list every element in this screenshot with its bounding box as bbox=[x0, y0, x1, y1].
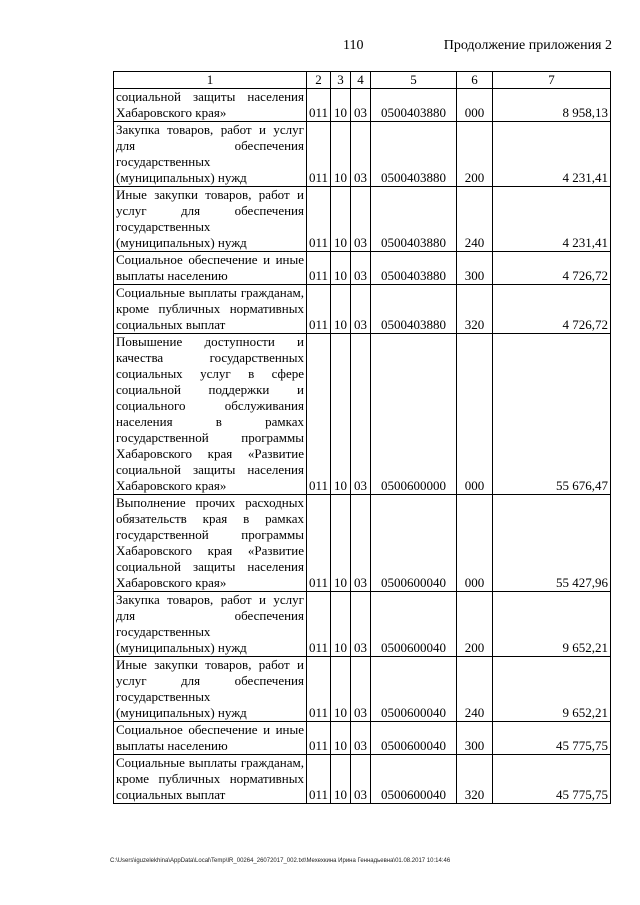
header-row bbox=[114, 72, 611, 89]
row-code-3: 10 bbox=[331, 122, 351, 187]
row-description: Иные закупки товаров, работ и услуг для обеспечения государственных (муниципальных) нужд bbox=[114, 187, 307, 252]
header-cell: 1 bbox=[114, 72, 307, 89]
row-code-2: 011 bbox=[307, 722, 331, 755]
row-code-3: 10 bbox=[331, 334, 351, 495]
row-expense-type: 300 bbox=[457, 252, 493, 285]
row-code-3: 10 bbox=[331, 755, 351, 804]
row-code-3: 10 bbox=[331, 187, 351, 252]
row-code-4: 03 bbox=[351, 285, 371, 334]
table-row bbox=[114, 334, 611, 495]
row-code-3: 10 bbox=[331, 657, 351, 722]
row-expense-type: 320 bbox=[457, 285, 493, 334]
row-amount: 4 726,72 bbox=[493, 252, 611, 285]
row-expense-type: 200 bbox=[457, 592, 493, 657]
row-code-3: 10 bbox=[331, 285, 351, 334]
row-expense-type: 000 bbox=[457, 334, 493, 495]
row-expense-type: 320 bbox=[457, 755, 493, 804]
row-expense-type: 000 bbox=[457, 89, 493, 122]
table-row bbox=[114, 592, 611, 657]
row-code-2: 011 bbox=[307, 89, 331, 122]
row-amount: 55 676,47 bbox=[493, 334, 611, 495]
table-row bbox=[114, 187, 611, 252]
row-expense-type: 240 bbox=[457, 187, 493, 252]
header-cell: 6 bbox=[457, 72, 493, 89]
row-description: Закупка товаров, работ и услуг для обеспечения государственных (муниципальных) нужд bbox=[114, 122, 307, 187]
row-description: Закупка товаров, работ и услуг для обеспечения государственных (муниципальных) нужд bbox=[114, 592, 307, 657]
row-code-4: 03 bbox=[351, 252, 371, 285]
row-code-4: 03 bbox=[351, 755, 371, 804]
page-number: 110 bbox=[343, 38, 364, 53]
row-code-2: 011 bbox=[307, 495, 331, 592]
row-code-4: 03 bbox=[351, 495, 371, 592]
continuation-label: Продолжение приложения 2 bbox=[443, 38, 612, 53]
row-description: Социальное обеспечение и иные выплаты населению bbox=[114, 252, 307, 285]
row-description: социальной защиты населения Хабаровского края» bbox=[114, 89, 307, 122]
row-target-code: 0500403880 bbox=[371, 285, 457, 334]
table-row bbox=[114, 755, 611, 804]
row-code-2: 011 bbox=[307, 285, 331, 334]
row-code-2: 011 bbox=[307, 592, 331, 657]
row-amount: 4 726,72 bbox=[493, 285, 611, 334]
table-row bbox=[114, 657, 611, 722]
table-row bbox=[114, 252, 611, 285]
row-expense-type: 000 bbox=[457, 495, 493, 592]
row-code-4: 03 bbox=[351, 592, 371, 657]
row-expense-type: 200 bbox=[457, 122, 493, 187]
table-row bbox=[114, 122, 611, 187]
row-code-4: 03 bbox=[351, 187, 371, 252]
row-target-code: 0500403880 bbox=[371, 187, 457, 252]
row-expense-type: 240 bbox=[457, 657, 493, 722]
row-target-code: 0500403880 bbox=[371, 122, 457, 187]
row-code-3: 10 bbox=[331, 252, 351, 285]
row-code-4: 03 bbox=[351, 722, 371, 755]
header-cell: 3 bbox=[331, 72, 351, 89]
row-code-2: 011 bbox=[307, 122, 331, 187]
row-code-4: 03 bbox=[351, 122, 371, 187]
row-code-4: 03 bbox=[351, 334, 371, 495]
row-target-code: 0500403880 bbox=[371, 89, 457, 122]
row-code-2: 011 bbox=[307, 755, 331, 804]
row-target-code: 0500600040 bbox=[371, 755, 457, 804]
row-expense-type: 300 bbox=[457, 722, 493, 755]
row-code-4: 03 bbox=[351, 89, 371, 122]
row-description: Социальные выплаты гражданам, кроме публичных нормативных социальных выплат bbox=[114, 285, 307, 334]
row-amount: 8 958,13 bbox=[493, 89, 611, 122]
table-row bbox=[114, 495, 611, 592]
table-row bbox=[114, 722, 611, 755]
row-target-code: 0500403880 bbox=[371, 252, 457, 285]
row-amount: 9 652,21 bbox=[493, 592, 611, 657]
budget-table bbox=[113, 71, 611, 804]
table-row bbox=[114, 285, 611, 334]
footer-file-path: C:\Users\iguzelekhina\AppData\Local\Temp\IR_00264_26072017_002.txt\Мехехкина Ирина Геннадьевна\01.08.2017 10:14:46 bbox=[110, 858, 451, 864]
row-amount: 55 427,96 bbox=[493, 495, 611, 592]
row-amount: 9 652,21 bbox=[493, 657, 611, 722]
header-cell: 7 bbox=[493, 72, 611, 89]
row-code-2: 011 bbox=[307, 252, 331, 285]
row-amount: 45 775,75 bbox=[493, 722, 611, 755]
row-code-3: 10 bbox=[331, 89, 351, 122]
page-header bbox=[0, 38, 640, 58]
header-cell: 2 bbox=[307, 72, 331, 89]
row-description: Социальные выплаты гражданам, кроме публичных нормативных социальных выплат bbox=[114, 755, 307, 804]
row-code-4: 03 bbox=[351, 657, 371, 722]
row-amount: 4 231,41 bbox=[493, 122, 611, 187]
row-code-2: 011 bbox=[307, 657, 331, 722]
row-description: Выполнение прочих расходных обязательств края в рамках государственной программы Хабаровского края «Развитие социальной защиты населения Хабаровского края» bbox=[114, 495, 307, 592]
row-target-code: 0500600040 bbox=[371, 592, 457, 657]
row-target-code: 0500600040 bbox=[371, 722, 457, 755]
row-amount: 4 231,41 bbox=[493, 187, 611, 252]
row-code-2: 011 bbox=[307, 334, 331, 495]
row-code-2: 011 bbox=[307, 187, 331, 252]
row-target-code: 0500600040 bbox=[371, 495, 457, 592]
row-target-code: 0500600040 bbox=[371, 657, 457, 722]
row-description: Социальное обеспечение и иные выплаты населению bbox=[114, 722, 307, 755]
row-code-3: 10 bbox=[331, 722, 351, 755]
row-target-code: 0500600000 bbox=[371, 334, 457, 495]
header-cell: 5 bbox=[371, 72, 457, 89]
row-description: Повышение доступности и качества государственных социальных услуг в сфере социальной поддержки и социального обслуживания населения в рамках государственной программы Хабаровского края «Развитие социальной защиты населения Хабаровского края» bbox=[114, 334, 307, 495]
row-code-3: 10 bbox=[331, 495, 351, 592]
row-code-3: 10 bbox=[331, 592, 351, 657]
row-amount: 45 775,75 bbox=[493, 755, 611, 804]
table-row bbox=[114, 89, 611, 122]
row-description: Иные закупки товаров, работ и услуг для обеспечения государственных (муниципальных) нужд bbox=[114, 657, 307, 722]
header-cell: 4 bbox=[351, 72, 371, 89]
